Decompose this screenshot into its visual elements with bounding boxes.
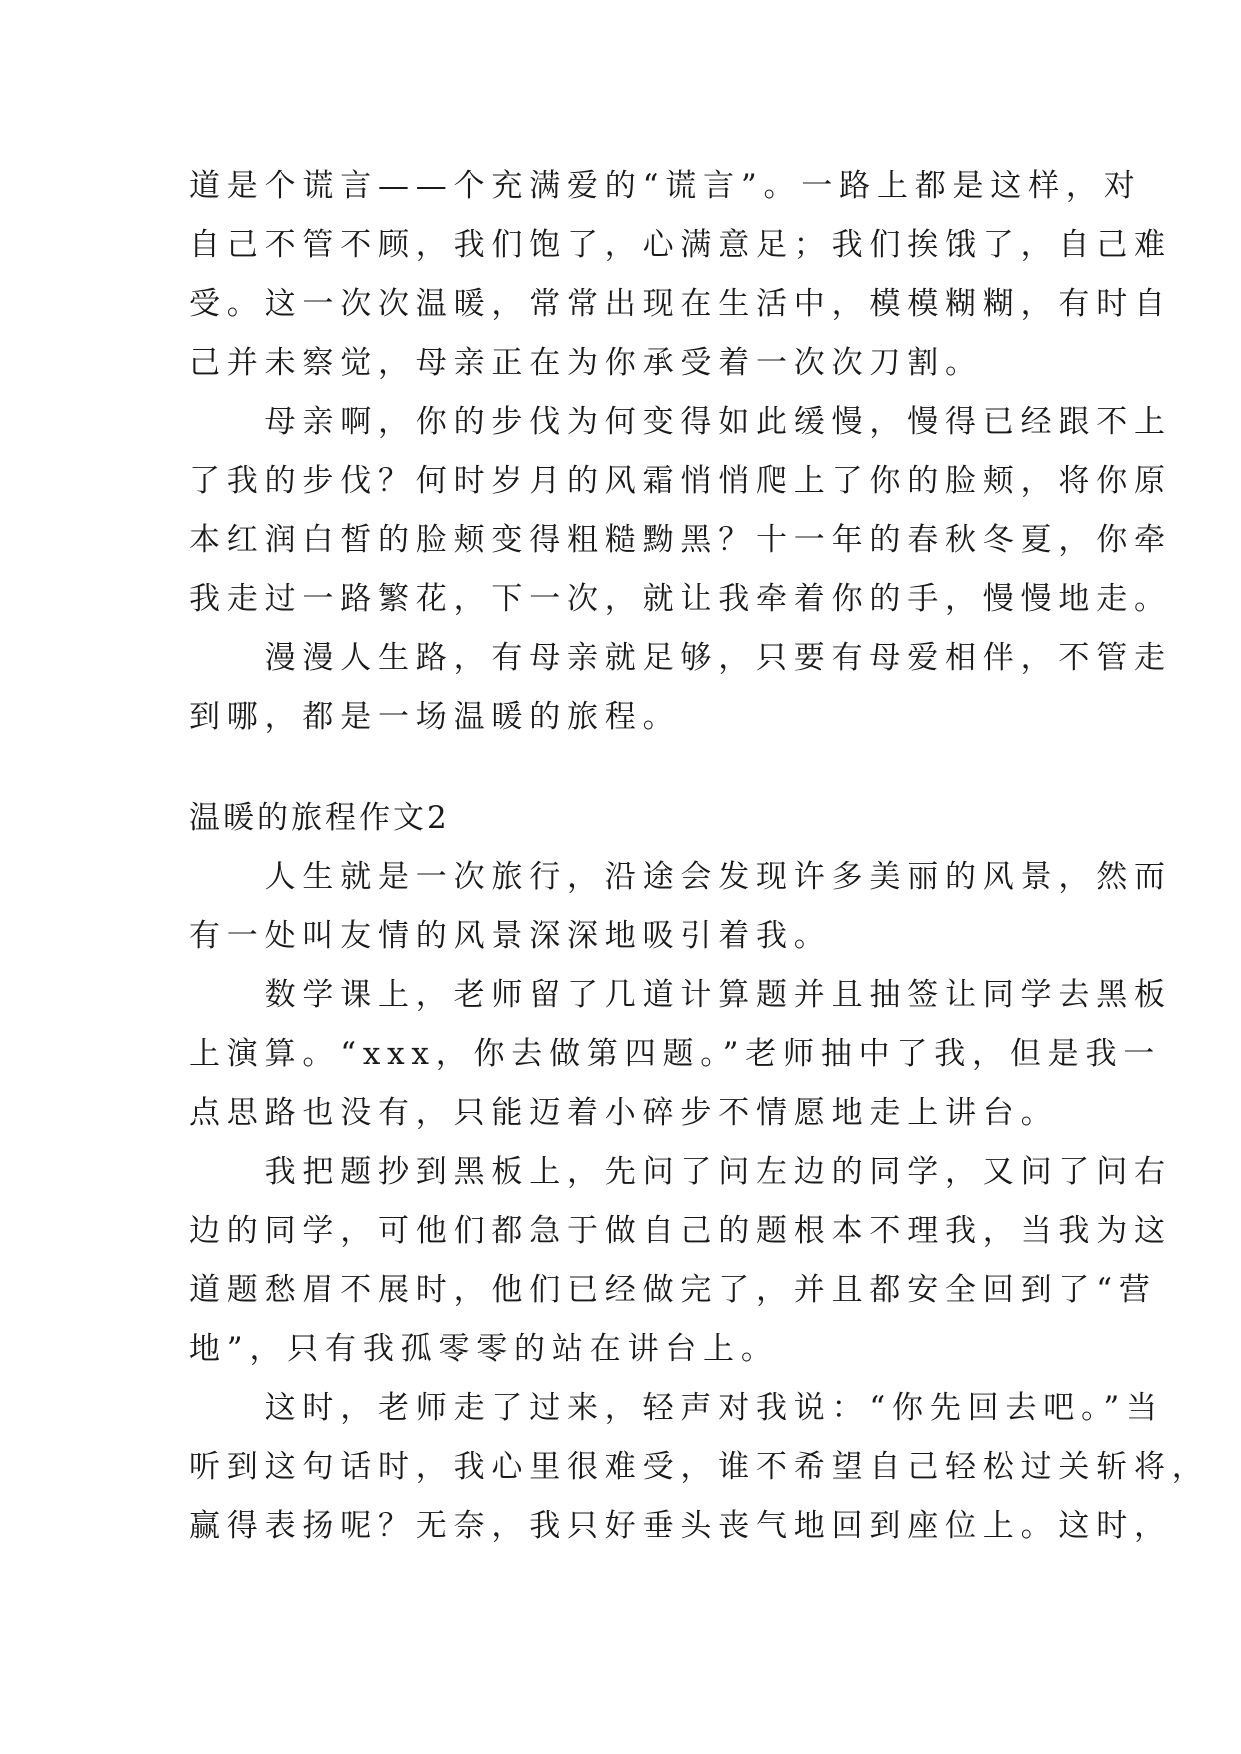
paragraph-line: 赢得表扬呢？无奈，我只好垂头丧气地回到座位上。这时， <box>189 1508 1172 1544</box>
paragraph-line: 了我的步伐？何时岁月的风霜悄悄爬上了你的脸颊，将你原 <box>189 463 1172 499</box>
paragraph-line: 听到这句话时，我心里很难受，谁不希望自己轻松过关斩将， <box>189 1449 1210 1485</box>
paragraph-line: 点思路也没有，只能迈着小碎步不情愿地走上讲台。 <box>189 1095 1059 1131</box>
paragraph-line: 母亲啊，你的步伐为何变得如此缓慢，慢得已经跟不上 <box>189 404 1172 440</box>
paragraph-line: 这时，老师走了过来，轻声对我说：“你先回去吧。”当 <box>189 1390 1164 1426</box>
paragraph-line: 道是个谎言——个充满爱的“谎言”。一路上都是这样，对 <box>189 168 1142 204</box>
paragraph-line: 本红润白皙的脸颊变得粗糙黝黑？十一年的春秋冬夏，你牵 <box>189 522 1172 558</box>
paragraph-line: 数学课上，老师留了几道计算题并且抽签让同学去黑板 <box>189 977 1172 1013</box>
paragraph-line: 漫漫人生路，有母亲就足够，只要有母爱相伴，不管走 <box>189 640 1172 676</box>
paragraph-line: 受。这一次次温暖，常常出现在生活中，模模糊糊，有时自 <box>189 286 1172 322</box>
paragraph-line: 上演算。“xxx，你去做第四题。”老师抽中了我，但是我一 <box>189 1036 1162 1072</box>
paragraph-line: 自己不管不顾，我们饱了，心满意足；我们挨饿了，自己难 <box>189 227 1172 263</box>
paragraph-line: 边的同学，可他们都急于做自己的题根本不理我，当我为这 <box>189 1213 1172 1249</box>
paragraph-line: 我把题抄到黑板上，先问了问左边的同学，又问了问右 <box>189 1154 1172 1190</box>
paragraph-line: 地”，只有我孤零零的站在讲台上。 <box>189 1331 779 1367</box>
section-title: 温暖的旅程作文2 <box>189 800 450 836</box>
paragraph-line: 道题愁眉不展时，他们已经做完了，并且都安全回到了“营 <box>189 1272 1157 1308</box>
paragraph-line: 人生就是一次旅行，沿途会发现许多美丽的风景，然而 <box>189 859 1172 895</box>
paragraph-line: 有一处叫友情的风景深深地吸引着我。 <box>189 918 832 954</box>
paragraph-line: 我走过一路繁花，下一次，就让我牵着你的手，慢慢地走。 <box>189 581 1172 617</box>
paragraph-line: 到哪，都是一场温暖的旅程。 <box>189 699 681 735</box>
paragraph-line: 己并未察觉，母亲正在为你承受着一次次刀割。 <box>189 345 983 381</box>
